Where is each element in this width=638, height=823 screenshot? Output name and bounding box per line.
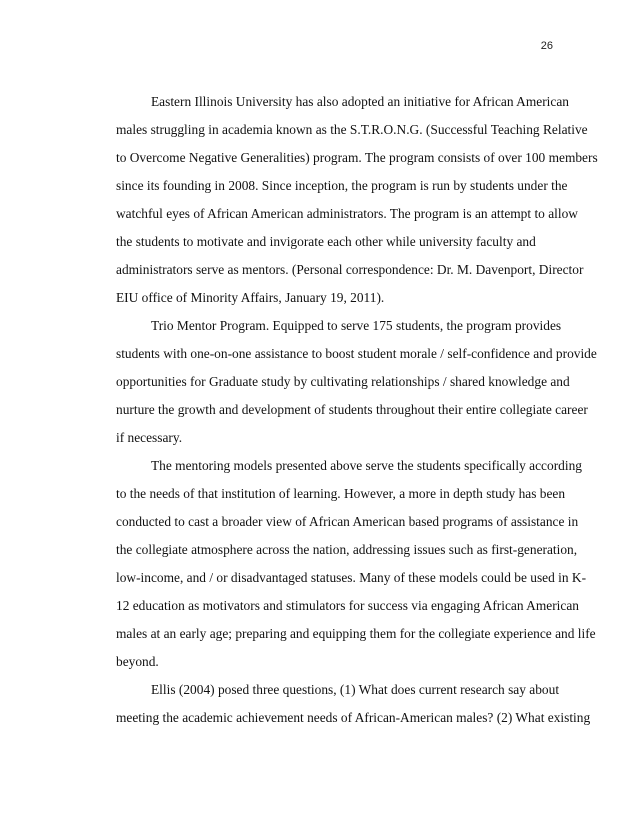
text-line: beyond.: [116, 654, 159, 669]
text-line: Ellis (2004) posed three questions, (1) What does current research say about: [151, 682, 560, 697]
text-line: low-income, and / or disadvantaged statuses. Many of these models could be used in K-: [116, 570, 587, 585]
text-line: to Overcome Negative Generalities) program. The program consists of over 100 members: [116, 150, 598, 165]
text-line: administrators serve as mentors. (Personal correspondence: Dr. M. Davenport, Director: [116, 262, 584, 277]
text-line: to the needs of that institution of learning. However, a more in depth study has been: [116, 486, 566, 501]
text-line: meeting the academic achievement needs of African-American males? (2) What existing: [116, 710, 591, 725]
text-line: The mentoring models presented above serve the students specifically according: [151, 458, 582, 473]
text-line: students with one-on-one assistance to boost student morale / self-confidence and provide: [116, 346, 597, 361]
text-line: Eastern Illinois University has also adopted an initiative for African American: [151, 94, 569, 109]
text-line: conducted to cast a broader view of African American based programs of assistance in: [116, 514, 579, 529]
page-number: 26: [540, 40, 553, 52]
text-line: 12 education as motivators and stimulators for success via engaging African American: [116, 598, 579, 613]
text-line: watchful eyes of African American administrators. The program is an attempt to allow: [116, 206, 578, 221]
text-line: the students to motivate and invigorate each other while university faculty and: [116, 234, 536, 249]
text-line: males at an early age; preparing and equipping them for the collegiate experience and life: [116, 626, 596, 641]
text-line: since its founding in 2008. Since inception, the program is run by students under the: [116, 178, 568, 193]
text-line: EIU office of Minority Affairs, January 19, 2011).: [116, 290, 385, 305]
text-line: if necessary.: [116, 430, 183, 445]
text-line: opportunities for Graduate study by cultivating relationships / shared knowledge and: [116, 374, 570, 389]
text-line: the collegiate atmosphere across the nation, addressing issues such as first-generation,: [116, 542, 578, 557]
text-line: nurture the growth and development of students throughout their entire collegiate career: [116, 402, 588, 417]
text-line: Trio Mentor Program. Equipped to serve 175 students, the program provides: [151, 318, 562, 333]
text-line: males struggling in academia known as the S.T.R.O.N.G. (Successful Teaching Relative: [116, 122, 588, 137]
